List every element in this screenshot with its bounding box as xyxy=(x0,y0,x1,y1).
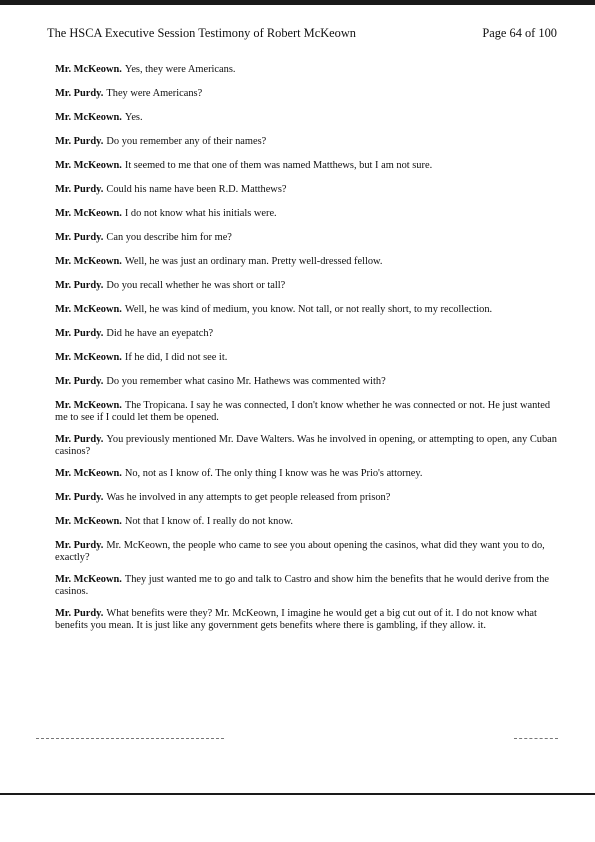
transcript-exchange xyxy=(55,64,557,88)
transcript-exchange xyxy=(55,468,557,492)
speaker-name: Mr. Purdy. xyxy=(55,434,104,445)
testimony-text: If he did, I did not see it. xyxy=(124,352,228,363)
testimony-text: The Tropicana. I say he was connected, I don't know whether he was connected or not. He just wanted me to see if I could let them be opened. xyxy=(55,400,551,423)
speaker-name: Mr. Purdy. xyxy=(55,184,104,195)
speaker-name: Mr. McKeown. xyxy=(55,516,122,527)
transcript-exchange xyxy=(55,434,557,468)
transcript-exchange xyxy=(55,256,557,280)
transcript-body xyxy=(55,64,557,642)
transcript-exchange xyxy=(55,280,557,304)
speaker-name: Mr. Purdy. xyxy=(55,280,104,291)
transcript-exchange xyxy=(55,232,557,256)
transcript-exchange xyxy=(55,304,557,328)
top-border-rule xyxy=(0,0,595,5)
speaker-name: Mr. Purdy. xyxy=(55,376,104,387)
testimony-text: Well, he was just an ordinary man. Pretty well-dressed fellow. xyxy=(124,256,383,267)
testimony-text: Was he involved in any attempts to get people released from prison? xyxy=(106,492,391,503)
transcript-exchange xyxy=(55,184,557,208)
speaker-name: Mr. Purdy. xyxy=(55,540,104,551)
speaker-name: Mr. Purdy. xyxy=(55,232,104,243)
document-title: The HSCA Executive Session Testimony of Robert McKeown xyxy=(47,26,356,40)
testimony-text: Not that I know of. I really do not know. xyxy=(124,516,294,527)
speaker-name: Mr. Purdy. xyxy=(55,136,104,147)
transcript-exchange xyxy=(55,574,557,608)
transcript-exchange xyxy=(55,160,557,184)
transcript-exchange xyxy=(55,328,557,352)
speaker-name: Mr. McKeown. xyxy=(55,160,122,171)
testimony-text: What benefits were they? Mr. McKeown, I imagine he would get a big cut out of it. I do not know what benefits you mean. It is just like any government gets benefits where there is gambling, if they allow. it. xyxy=(55,608,537,631)
transcript-exchange xyxy=(55,208,557,232)
speaker-name: Mr. McKeown. xyxy=(55,208,122,219)
testimony-text: Well, he was kind of medium, you know. Not tall, or not really short, to my recollection. xyxy=(124,304,493,315)
speaker-name: Mr. McKeown. xyxy=(55,400,122,411)
transcript-exchange xyxy=(55,88,557,112)
testimony-text: Do you remember any of their names? xyxy=(106,136,267,147)
speaker-name: Mr. McKeown. xyxy=(55,304,122,315)
speaker-name: Mr. McKeown. xyxy=(55,574,122,585)
speaker-name: Mr. McKeown. xyxy=(55,112,122,123)
testimony-text: Did he have an eyepatch? xyxy=(106,328,214,339)
speaker-name: Mr. Purdy. xyxy=(55,608,104,619)
transcript-exchange xyxy=(55,376,557,400)
speaker-name: Mr. McKeown. xyxy=(55,256,122,267)
testimony-text: They just wanted me to go and talk to Castro and show him the benefits that he would derive from the casinos. xyxy=(55,574,550,597)
transcript-exchange xyxy=(55,400,557,434)
testimony-text: Yes. xyxy=(124,112,143,123)
testimony-text: You previously mentioned Mr. Dave Walters. Was he involved in opening, or attempting to open, any Cuban casinos? xyxy=(55,434,557,457)
transcript-exchange xyxy=(55,136,557,160)
transcript-exchange xyxy=(55,540,557,574)
footer-scan-dash-right xyxy=(514,738,558,739)
testimony-text: Can you describe him for me? xyxy=(106,232,232,243)
page-number: Page 64 of 100 xyxy=(482,26,557,40)
transcript-exchange xyxy=(55,352,557,376)
testimony-text: No, not as I know of. The only thing I know was he was Prio's attorney. xyxy=(124,468,423,479)
testimony-text: Mr. McKeown, the people who came to see you about opening the casinos, what did they want you to do, exactly? xyxy=(55,540,545,563)
transcript-exchange xyxy=(55,608,557,642)
speaker-name: Mr. Purdy. xyxy=(55,492,104,503)
footer-scan-dash-left xyxy=(36,738,224,739)
testimony-text: Could his name have been R.D. Matthews? xyxy=(106,184,287,195)
speaker-name: Mr. McKeown. xyxy=(55,468,122,479)
speaker-name: Mr. Purdy. xyxy=(55,88,104,99)
testimony-text: Yes, they were Americans. xyxy=(124,64,236,75)
page-header xyxy=(47,26,557,42)
speaker-name: Mr. Purdy. xyxy=(55,328,104,339)
testimony-text: Do you remember what casino Mr. Hathews was commented with? xyxy=(106,376,386,387)
testimony-text: They were Americans? xyxy=(106,88,203,99)
transcript-exchange xyxy=(55,492,557,516)
testimony-text: It seemed to me that one of them was named Matthews, but I am not sure. xyxy=(124,160,433,171)
speaker-name: Mr. McKeown. xyxy=(55,64,122,75)
transcript-exchange xyxy=(55,112,557,136)
bottom-border-rule xyxy=(0,793,595,795)
testimony-text: I do not know what his initials were. xyxy=(124,208,277,219)
testimony-text: Do you recall whether he was short or tall? xyxy=(106,280,286,291)
transcript-exchange xyxy=(55,516,557,540)
speaker-name: Mr. McKeown. xyxy=(55,352,122,363)
